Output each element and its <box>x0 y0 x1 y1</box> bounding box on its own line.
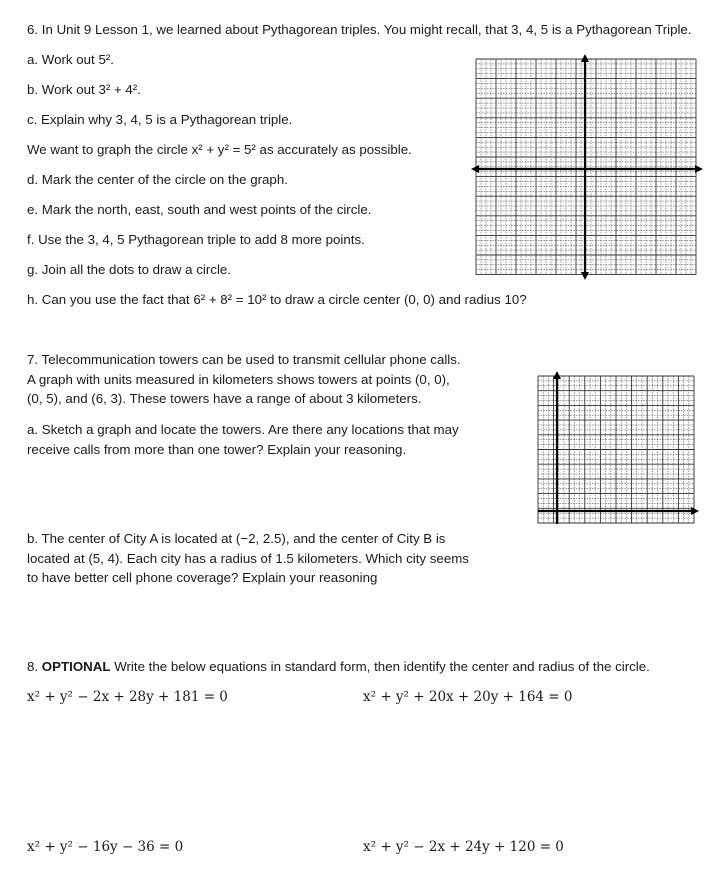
q6-e: e. Mark the north, east, south and west points of the circle. <box>27 202 372 217</box>
q8-eq1: x² + y² − 2x + 28y + 181 = 0 <box>27 689 228 705</box>
q8-text: Write the below equations in standard form, then identify the center and radius of the circle. <box>110 659 650 674</box>
arrowhead-icon <box>553 371 561 379</box>
q6-h: h. Can you use the fact that 6² + 8² = 10² to draw a circle center (0, 0) and radius 10? <box>27 292 527 307</box>
q6-c: c. Explain why 3, 4, 5 is a Pythagorean triple. <box>27 112 293 127</box>
arrowhead-icon <box>581 54 589 62</box>
arrowhead-icon <box>471 165 479 173</box>
q7-intro <box>27 350 461 409</box>
q8-eq4: x² + y² − 2x + 24y + 120 = 0 <box>363 839 564 855</box>
q6-f: f. Use the 3, 4, 5 Pythagorean triple to add 8 more points. <box>27 232 365 247</box>
q6-g: g. Join all the dots to draw a circle. <box>27 262 231 277</box>
arrowhead-icon <box>581 272 589 280</box>
q7-b-line: b. The center of City A is located at (−2, 2.5), and the center of City B is <box>27 531 446 546</box>
q6-graph-prompt: We want to graph the circle x² + y² = 5² as accurately as possible. <box>27 142 412 157</box>
q7-intro-line: (0, 5), and (6, 3). These towers have a range of about 3 kilometers. <box>27 391 422 406</box>
arrowhead-icon <box>695 165 703 173</box>
q7-intro-line: 7. Telecommunication towers can be used to transmit cellular phone calls. <box>27 352 461 367</box>
q6-d: d. Mark the center of the circle on the graph. <box>27 172 288 187</box>
q6-coordinate-grid[interactable] <box>470 52 706 286</box>
q6-intro: 6. In Unit 9 Lesson 1, we learned about Pythagorean triples. You might recall, that 3, 4, 5 is a Pythagorean Triple. <box>27 22 692 37</box>
q6-b: b. Work out 3² + 4². <box>27 82 141 97</box>
q8-label: 8. <box>27 659 42 674</box>
q7-coordinate-grid[interactable] <box>534 368 704 532</box>
q7-a-line: a. Sketch a graph and locate the towers. Are there any locations that may <box>27 422 459 437</box>
q7-b-line: located at (5, 4). Each city has a radius of 1.5 kilometers. Which city seems <box>27 550 469 566</box>
q7-intro-line: A graph with units measured in kilometers shows towers at points (0, 0), <box>27 371 450 387</box>
q8-optional: OPTIONAL <box>41 659 111 674</box>
q7-a-line: receive calls from more than one tower? Explain your reasoning. <box>27 441 407 457</box>
q7-b <box>27 529 469 588</box>
q8-instruction <box>27 659 650 675</box>
arrowhead-icon <box>691 507 699 515</box>
q8-eq2: x² + y² + 20x + 20y + 164 = 0 <box>363 689 573 705</box>
q8-eq3: x² + y² − 16y − 36 = 0 <box>27 839 184 855</box>
q7-b-line: to have better cell phone coverage? Explain your reasoning <box>27 570 378 585</box>
q6-a: a. Work out 5². <box>27 52 114 67</box>
q7-a <box>27 420 459 459</box>
